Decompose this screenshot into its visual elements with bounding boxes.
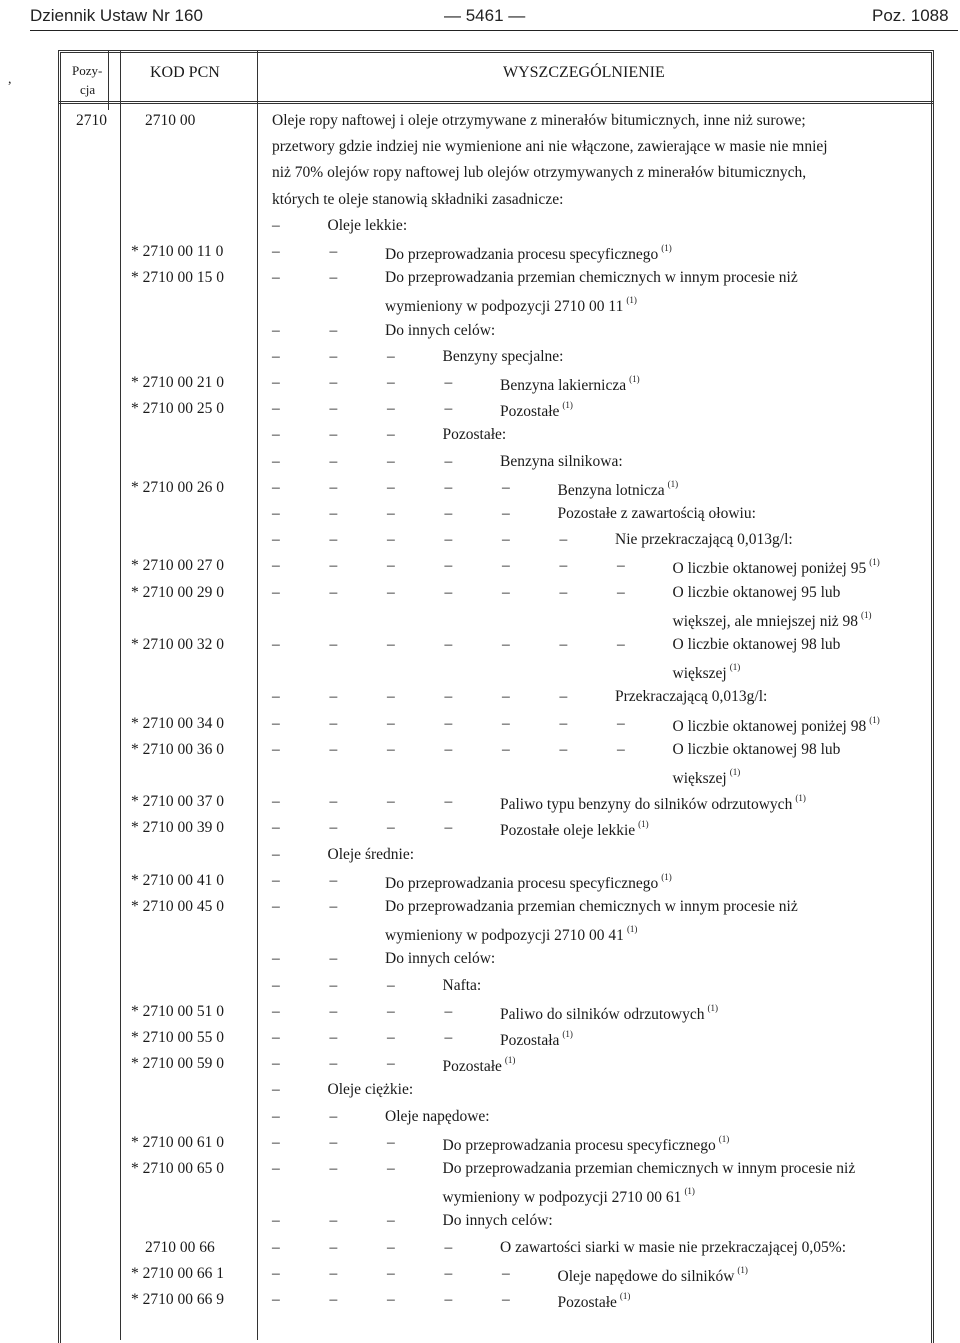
table-row — [0, 1239, 960, 1265]
row-description: O liczbie oktanowej 98 lub — [672, 636, 841, 653]
indent-dash: – — [444, 793, 453, 811]
table-row — [0, 610, 960, 636]
indent-dash: – — [444, 531, 453, 549]
table-row — [0, 505, 960, 531]
indent-dash: – — [387, 1291, 395, 1308]
row-description: większej $^{(1)}$ — [672, 662, 741, 683]
row-description: przetwory gdzie indziej nie wymienione ani nie włączone, zawierające w masie nie mniej — [272, 138, 828, 156]
table-row — [0, 217, 960, 243]
row-kod-pcn: * 2710 00 66 9 — [131, 1291, 224, 1308]
footnote-ref: (1) — [718, 1133, 730, 1144]
indent-dash: – — [617, 636, 625, 653]
indent-dash: – — [272, 714, 280, 732]
indent-dash: – — [444, 1291, 453, 1308]
header-pozycja-line2: cja — [80, 82, 96, 97]
table-row — [0, 1291, 960, 1317]
table-row — [0, 453, 960, 479]
table-row — [0, 1003, 960, 1029]
indent-dash: – — [444, 1264, 453, 1282]
indent-dash: – — [329, 898, 338, 915]
indent-dash: – — [329, 1002, 338, 1020]
indent-dash: – — [617, 740, 625, 758]
indent-dash: – — [444, 400, 453, 418]
row-kod-pcn: * 2710 00 65 0 — [131, 1160, 224, 1177]
indent-dash: – — [329, 636, 338, 653]
indent-dash: – — [559, 583, 568, 601]
indent-dash: – — [502, 583, 510, 601]
indent-dash: – — [272, 400, 280, 418]
table-row — [0, 1055, 960, 1081]
indent-dash: – — [387, 347, 395, 365]
indent-dash: – — [502, 714, 510, 732]
indent-dash: – — [272, 583, 280, 601]
row-kod-pcn: * 2710 00 34 0 — [131, 714, 224, 732]
row-description: Do przeprowadzania procesu specyficznego $^{(1)}$ — [385, 871, 672, 892]
indent-dash: – — [387, 583, 395, 601]
indent-dash: – — [387, 426, 395, 444]
footnote-ref: (1) — [661, 243, 672, 253]
header-wyszczegolnienie: WYSZCZEGÓLNIENIE — [503, 64, 665, 81]
indent-dash: – — [329, 793, 338, 811]
indent-dash: – — [444, 583, 453, 601]
indent-dash: – — [559, 531, 568, 549]
indent-dash: – — [329, 819, 338, 837]
row-description: Oleje napędowe: — [385, 1107, 490, 1125]
row-kod-pcn: * 2710 00 36 0 — [131, 740, 224, 758]
indent-dash: – — [387, 505, 395, 522]
indent-dash: – — [329, 426, 338, 444]
indent-dash: – — [329, 1160, 338, 1177]
indent-dash: – — [502, 1264, 510, 1282]
indent-dash: – — [444, 1002, 453, 1020]
indent-dash: – — [329, 1133, 338, 1151]
indent-dash: – — [329, 1264, 338, 1282]
indent-dash: – — [329, 740, 338, 758]
indent-dash: – — [329, 452, 338, 470]
header-pozycja-line1: Pozy- — [72, 63, 103, 78]
table-row — [0, 662, 960, 688]
page-header — [0, 4, 960, 32]
indent-dash: – — [329, 531, 338, 549]
indent-dash: – — [387, 1133, 395, 1151]
table-row — [0, 1081, 960, 1107]
table-row — [0, 898, 960, 924]
indent-dash: – — [329, 269, 338, 287]
table-row — [0, 584, 960, 610]
indent-dash: – — [272, 1055, 280, 1073]
indent-dash: – — [444, 714, 453, 732]
indent-dash: – — [272, 871, 280, 889]
indent-dash: – — [329, 976, 338, 994]
indent-dash: – — [329, 583, 338, 601]
indent-dash: – — [272, 898, 280, 915]
row-description: O zawartości siarki w masie nie przekraczającej 0,05%: — [500, 1238, 847, 1256]
indent-dash: – — [387, 452, 395, 470]
indent-dash: – — [387, 557, 395, 575]
table-row — [0, 950, 960, 976]
indent-dash: – — [502, 688, 510, 706]
row-description: Benzyna lotnicza $^{(1)}$ — [557, 478, 679, 499]
row-description: Oleje ropy naftowej i oleje otrzymywane z minerałów bitumicznych, inne niż surowe; — [272, 112, 806, 129]
indent-dash: – — [559, 636, 568, 653]
footnote-ref: (1) — [638, 819, 649, 830]
row-kod-pcn: * 2710 00 11 0 — [131, 243, 224, 260]
indent-dash: – — [444, 819, 453, 837]
indent-dash: – — [559, 557, 568, 575]
indent-dash: – — [444, 478, 453, 496]
indent-dash: – — [387, 1055, 395, 1073]
indent-dash: – — [272, 793, 280, 811]
indent-dash: – — [559, 740, 568, 758]
row-kod-pcn: * 2710 00 32 0 — [131, 636, 224, 653]
table-row — [0, 636, 960, 662]
indent-dash: – — [272, 976, 280, 994]
indent-dash: – — [329, 505, 338, 522]
indent-dash: – — [329, 243, 338, 260]
row-description: Pozostałe z zawartością ołowiu: — [557, 505, 756, 522]
row-description: wymieniony w podpozycji 2710 00 61 $^{(1)}$ — [442, 1186, 695, 1207]
indent-dash: – — [387, 400, 395, 418]
table-row — [0, 479, 960, 505]
table-row — [0, 374, 960, 400]
row-description: Do przeprowadzania procesu specyficznego $^{(1)}$ — [385, 243, 672, 263]
indent-dash: – — [502, 531, 510, 549]
indent-dash: – — [272, 1081, 280, 1099]
indent-dash: – — [272, 426, 280, 444]
row-kod-pcn: 2710 00 — [145, 112, 196, 129]
row-kod-pcn: * 2710 00 37 0 — [131, 793, 224, 811]
indent-dash: – — [502, 478, 510, 496]
row-description: Benzyna lakiernicza $^{(1)}$ — [500, 374, 640, 394]
footnote-ref: (1) — [661, 871, 672, 882]
indent-dash: – — [272, 243, 280, 260]
table-row — [0, 400, 960, 426]
indent-dash: – — [272, 636, 280, 653]
table-row — [0, 767, 960, 793]
table-row — [0, 1134, 960, 1160]
indent-dash: – — [272, 505, 280, 522]
footnote-ref: (1) — [562, 1029, 573, 1039]
indent-dash: – — [559, 688, 568, 706]
indent-dash: – — [272, 1107, 280, 1125]
row-description: Do innych celów: — [385, 321, 496, 339]
header-rule — [30, 30, 958, 31]
footnote-ref: (1) — [869, 557, 880, 568]
indent-dash: – — [387, 1238, 395, 1256]
footnote-ref: (1) — [667, 478, 679, 489]
indent-dash: – — [329, 1238, 338, 1256]
indent-dash: – — [387, 1264, 395, 1282]
table-row — [0, 1160, 960, 1186]
table-row — [0, 1029, 960, 1055]
indent-dash: – — [444, 740, 453, 758]
row-description: Pozostałe oleje lekkie $^{(1)}$ — [500, 819, 649, 840]
row-description: Do przeprowadzania przemian chemicznych w innym procesie niż — [442, 1160, 856, 1177]
indent-dash: – — [272, 740, 280, 758]
row-kod-pcn: * 2710 00 59 0 — [131, 1055, 224, 1073]
footnote-ref: (1) — [504, 1055, 516, 1066]
table-row — [0, 846, 960, 872]
footnote-ref: (1) — [795, 793, 806, 804]
row-description: Paliwo typu benzyny do silników odrzutowych $^{(1)}$ — [500, 793, 806, 814]
row-description: O liczbie oktanowej 95 lub — [672, 583, 841, 601]
page-number: — 5461 — — [444, 6, 526, 25]
footnote-ref: (1) — [562, 400, 573, 411]
table-row — [0, 295, 960, 321]
indent-dash: – — [272, 688, 280, 706]
indent-dash: – — [559, 714, 568, 732]
indent-dash: – — [387, 714, 395, 732]
table-row — [0, 557, 960, 583]
indent-dash: – — [387, 1029, 395, 1046]
indent-dash: – — [272, 531, 280, 549]
indent-dash: – — [272, 950, 280, 968]
row-description: Do przeprowadzania procesu specyficznego $^{(1)}$ — [442, 1133, 730, 1154]
indent-dash: – — [329, 374, 338, 391]
row-kod-pcn: * 2710 00 61 0 — [131, 1133, 224, 1151]
row-description: wymieniony w podpozycji 2710 00 11 $^{(1)}$ — [385, 295, 637, 316]
table-row — [0, 164, 960, 190]
row-kod-pcn: * 2710 00 26 0 — [131, 478, 224, 496]
indent-dash: – — [502, 740, 510, 758]
footnote-ref: (1) — [729, 767, 741, 777]
row-description: O liczbie oktanowej poniżej 98 $^{(1)}$ — [672, 714, 880, 735]
row-kod-pcn: * 2710 00 39 0 — [131, 819, 224, 837]
footnote-ref: (1) — [626, 924, 638, 935]
indent-dash: – — [387, 688, 395, 706]
row-description: Do innych celów: — [442, 1212, 553, 1230]
footnote-ref: (1) — [737, 1264, 748, 1275]
table-row — [0, 793, 960, 819]
table-row — [0, 269, 960, 295]
indent-dash: – — [272, 1160, 280, 1177]
indent-dash: – — [387, 1160, 395, 1177]
indent-dash: – — [444, 557, 453, 575]
indent-dash: – — [329, 871, 338, 889]
table-row — [0, 426, 960, 452]
indent-dash: – — [272, 819, 280, 837]
table-row — [0, 138, 960, 164]
row-description: Benzyna silnikowa: — [500, 452, 623, 470]
indent-dash: – — [387, 793, 395, 811]
indent-dash: – — [387, 478, 395, 496]
row-description: Do przeprowadzania przemian chemicznych w innym procesie niż — [385, 898, 798, 915]
table-row — [0, 112, 960, 138]
indent-dash: – — [329, 950, 338, 968]
row-description: Pozostałe: — [442, 426, 507, 444]
indent-dash: – — [272, 321, 280, 339]
table-row — [0, 924, 960, 950]
table-row — [0, 872, 960, 898]
indent-dash: – — [444, 1029, 453, 1046]
row-description: Benzyny specjalne: — [442, 347, 564, 365]
indent-dash: – — [329, 1291, 338, 1308]
indent-dash: – — [272, 269, 280, 287]
row-description: wymieniony w podpozycji 2710 00 41 $^{(1)}$ — [385, 924, 638, 945]
indent-dash: – — [387, 1002, 395, 1020]
indent-dash: – — [329, 714, 338, 732]
indent-dash: – — [329, 478, 338, 496]
indent-dash: – — [387, 819, 395, 837]
row-description: Pozostałe $^{(1)}$ — [557, 1291, 631, 1311]
indent-dash: – — [617, 583, 625, 601]
row-description: Oleje ciężkie: — [327, 1081, 414, 1099]
row-description: Przekraczającą 0,013g/l: — [615, 688, 768, 706]
row-kod-pcn: * 2710 00 21 0 — [131, 374, 224, 391]
indent-dash: – — [272, 216, 280, 234]
row-description: Pozostałe $^{(1)}$ — [500, 400, 573, 421]
row-kod-pcn: * 2710 00 29 0 — [131, 583, 224, 601]
indent-dash: – — [329, 1212, 338, 1230]
indent-dash: – — [272, 374, 280, 391]
row-description: Nafta: — [442, 976, 482, 994]
column-divider-inner — [108, 50, 109, 110]
row-kod-pcn: * 2710 00 27 0 — [131, 557, 224, 575]
indent-dash: – — [617, 557, 625, 575]
footnote-ref: (1) — [626, 295, 637, 306]
indent-dash: – — [502, 505, 510, 522]
indent-dash: – — [329, 688, 338, 706]
table-row — [0, 977, 960, 1003]
indent-dash: – — [329, 321, 338, 339]
indent-dash: – — [444, 452, 453, 470]
row-description: większej, ale mniejszej niż 98 $^{(1)}$ — [672, 609, 872, 630]
table-row — [0, 243, 960, 269]
table-row — [0, 741, 960, 767]
header-kod-pcn: KOD PCN — [150, 64, 220, 81]
row-description: niż 70% olejów ropy naftowej lub olejów otrzymywanych z minerałów bitumicznych, — [272, 164, 807, 182]
table-row — [0, 688, 960, 714]
indent-dash: – — [387, 374, 395, 391]
indent-dash: – — [444, 374, 453, 391]
indent-dash: – — [272, 1291, 280, 1308]
indent-dash: – — [272, 452, 280, 470]
journal-title: Dziennik Ustaw Nr 160 — [30, 6, 203, 25]
indent-dash: – — [272, 347, 280, 365]
row-kod-pcn: * 2710 00 41 0 — [131, 871, 224, 889]
row-description: Nie przekraczającą 0,013g/l: — [615, 531, 793, 549]
indent-dash: – — [387, 976, 395, 994]
indent-dash: – — [387, 1212, 395, 1230]
indent-dash: – — [272, 845, 280, 863]
margin-mark: , — [8, 72, 12, 87]
row-kod-pcn: * 2710 00 15 0 — [131, 269, 224, 287]
indent-dash: – — [272, 478, 280, 496]
indent-dash: – — [272, 1238, 280, 1256]
indent-dash: – — [444, 688, 453, 706]
footnote-ref: (1) — [619, 1291, 631, 1301]
table-row — [0, 819, 960, 845]
row-description: O liczbie oktanowej 98 lub — [672, 740, 841, 758]
indent-dash: – — [329, 347, 338, 365]
indent-dash: – — [329, 400, 338, 418]
indent-dash: – — [272, 557, 280, 575]
row-description: których te oleje stanowią składniki zasadnicze: — [272, 190, 564, 208]
indent-dash: – — [272, 1212, 280, 1230]
indent-dash: – — [387, 531, 395, 549]
row-pozycja: 2710 — [76, 112, 107, 129]
indent-dash: – — [617, 714, 625, 732]
row-kod-pcn: 2710 00 66 — [145, 1238, 215, 1256]
table-row — [0, 322, 960, 348]
indent-dash: – — [272, 1264, 280, 1282]
indent-dash: – — [387, 636, 395, 653]
indent-dash: – — [387, 740, 395, 758]
indent-dash: – — [502, 557, 510, 575]
row-description: Pozostała $^{(1)}$ — [500, 1029, 573, 1049]
row-description: Do innych celów: — [385, 950, 496, 968]
table-header-rule — [58, 101, 934, 104]
footnote-ref: (1) — [684, 1186, 695, 1197]
row-description: Oleje napędowe do silników $^{(1)}$ — [557, 1264, 748, 1285]
table-row — [0, 1265, 960, 1291]
footnote-ref: (1) — [707, 1002, 718, 1013]
row-description: większej $^{(1)}$ — [672, 767, 741, 787]
table-row — [0, 531, 960, 557]
row-description: Oleje średnie: — [327, 845, 415, 863]
indent-dash: – — [272, 1133, 280, 1151]
table-row — [0, 348, 960, 374]
row-description: Paliwo do silników odrzutowych $^{(1)}$ — [500, 1002, 718, 1023]
row-description: O liczbie oktanowej poniżej 95 $^{(1)}$ — [672, 557, 880, 578]
position-number: Poz. 1088 — [872, 6, 949, 25]
row-kod-pcn: * 2710 00 25 0 — [131, 400, 224, 418]
table-row — [0, 191, 960, 217]
indent-dash: – — [444, 505, 453, 522]
footnote-ref: (1) — [861, 609, 872, 620]
indent-dash: – — [329, 1029, 338, 1046]
row-description: Pozostałe $^{(1)}$ — [442, 1055, 516, 1076]
indent-dash: – — [444, 636, 453, 653]
row-kod-pcn: * 2710 00 66 1 — [131, 1264, 224, 1282]
indent-dash: – — [502, 636, 510, 653]
table-row — [0, 715, 960, 741]
row-description: Oleje lekkie: — [327, 216, 408, 234]
table-row — [0, 1108, 960, 1134]
row-kod-pcn: * 2710 00 45 0 — [131, 898, 224, 915]
footnote-ref: (1) — [729, 662, 741, 673]
row-kod-pcn: * 2710 00 55 0 — [131, 1029, 224, 1046]
table-row — [0, 1212, 960, 1238]
indent-dash: – — [329, 557, 338, 575]
indent-dash: – — [502, 1291, 510, 1308]
table-row — [0, 1186, 960, 1212]
indent-dash: – — [444, 1238, 453, 1256]
indent-dash: – — [329, 1055, 338, 1073]
footnote-ref: (1) — [629, 374, 640, 384]
row-kod-pcn: * 2710 00 51 0 — [131, 1002, 224, 1020]
indent-dash: – — [329, 1107, 338, 1125]
row-description: Do przeprowadzania przemian chemicznych w innym procesie niż — [385, 269, 798, 287]
indent-dash: – — [272, 1002, 280, 1020]
indent-dash: – — [272, 1029, 280, 1046]
footnote-ref: (1) — [869, 714, 880, 725]
